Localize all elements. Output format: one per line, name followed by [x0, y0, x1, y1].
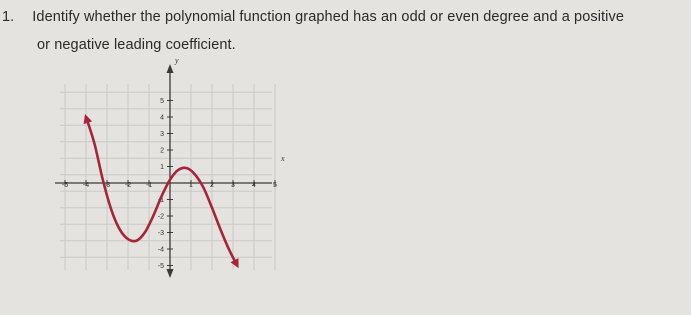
x-tick-label: -3	[103, 182, 111, 189]
question-number: 1.	[2, 9, 15, 25]
y-tick-label: 5	[160, 98, 164, 105]
y-tick-label: 3	[160, 131, 164, 138]
x-tick-label: 3	[231, 182, 235, 189]
y-tick-label: -5	[157, 263, 164, 270]
y-axis-arrow-up	[167, 64, 174, 73]
x-tick-label: -1	[145, 182, 153, 189]
x-axis-label: x	[281, 154, 285, 163]
y-tick-label: -3	[157, 230, 164, 237]
y-axis-label: y	[175, 56, 179, 65]
x-tick-label: 4	[252, 182, 256, 189]
y-axis-arrow-down	[167, 269, 174, 278]
x-tick-label: 5	[273, 182, 277, 189]
x-tick-label: -5	[61, 182, 69, 189]
x-tick-label: -4	[82, 182, 90, 189]
y-tick-label: 1	[160, 164, 164, 171]
y-tick-label: 4	[160, 114, 164, 122]
grid	[60, 84, 275, 270]
question-line-2: or negative leading coefficient.	[37, 37, 236, 53]
question-text-1: Identify whether the polynomial function graphed has an odd or even degree and a positive	[32, 9, 625, 25]
curve-arrow-left	[84, 114, 93, 124]
x-tick-label: 1	[189, 182, 193, 189]
y-tick-label: -2	[157, 213, 164, 221]
x-tick-label: 2	[210, 182, 214, 189]
y-tick-label: 2	[160, 147, 164, 155]
y-tick-label: -1	[157, 197, 164, 204]
y-tick-label: -4	[157, 246, 164, 254]
x-tick-label: -2	[124, 182, 132, 189]
